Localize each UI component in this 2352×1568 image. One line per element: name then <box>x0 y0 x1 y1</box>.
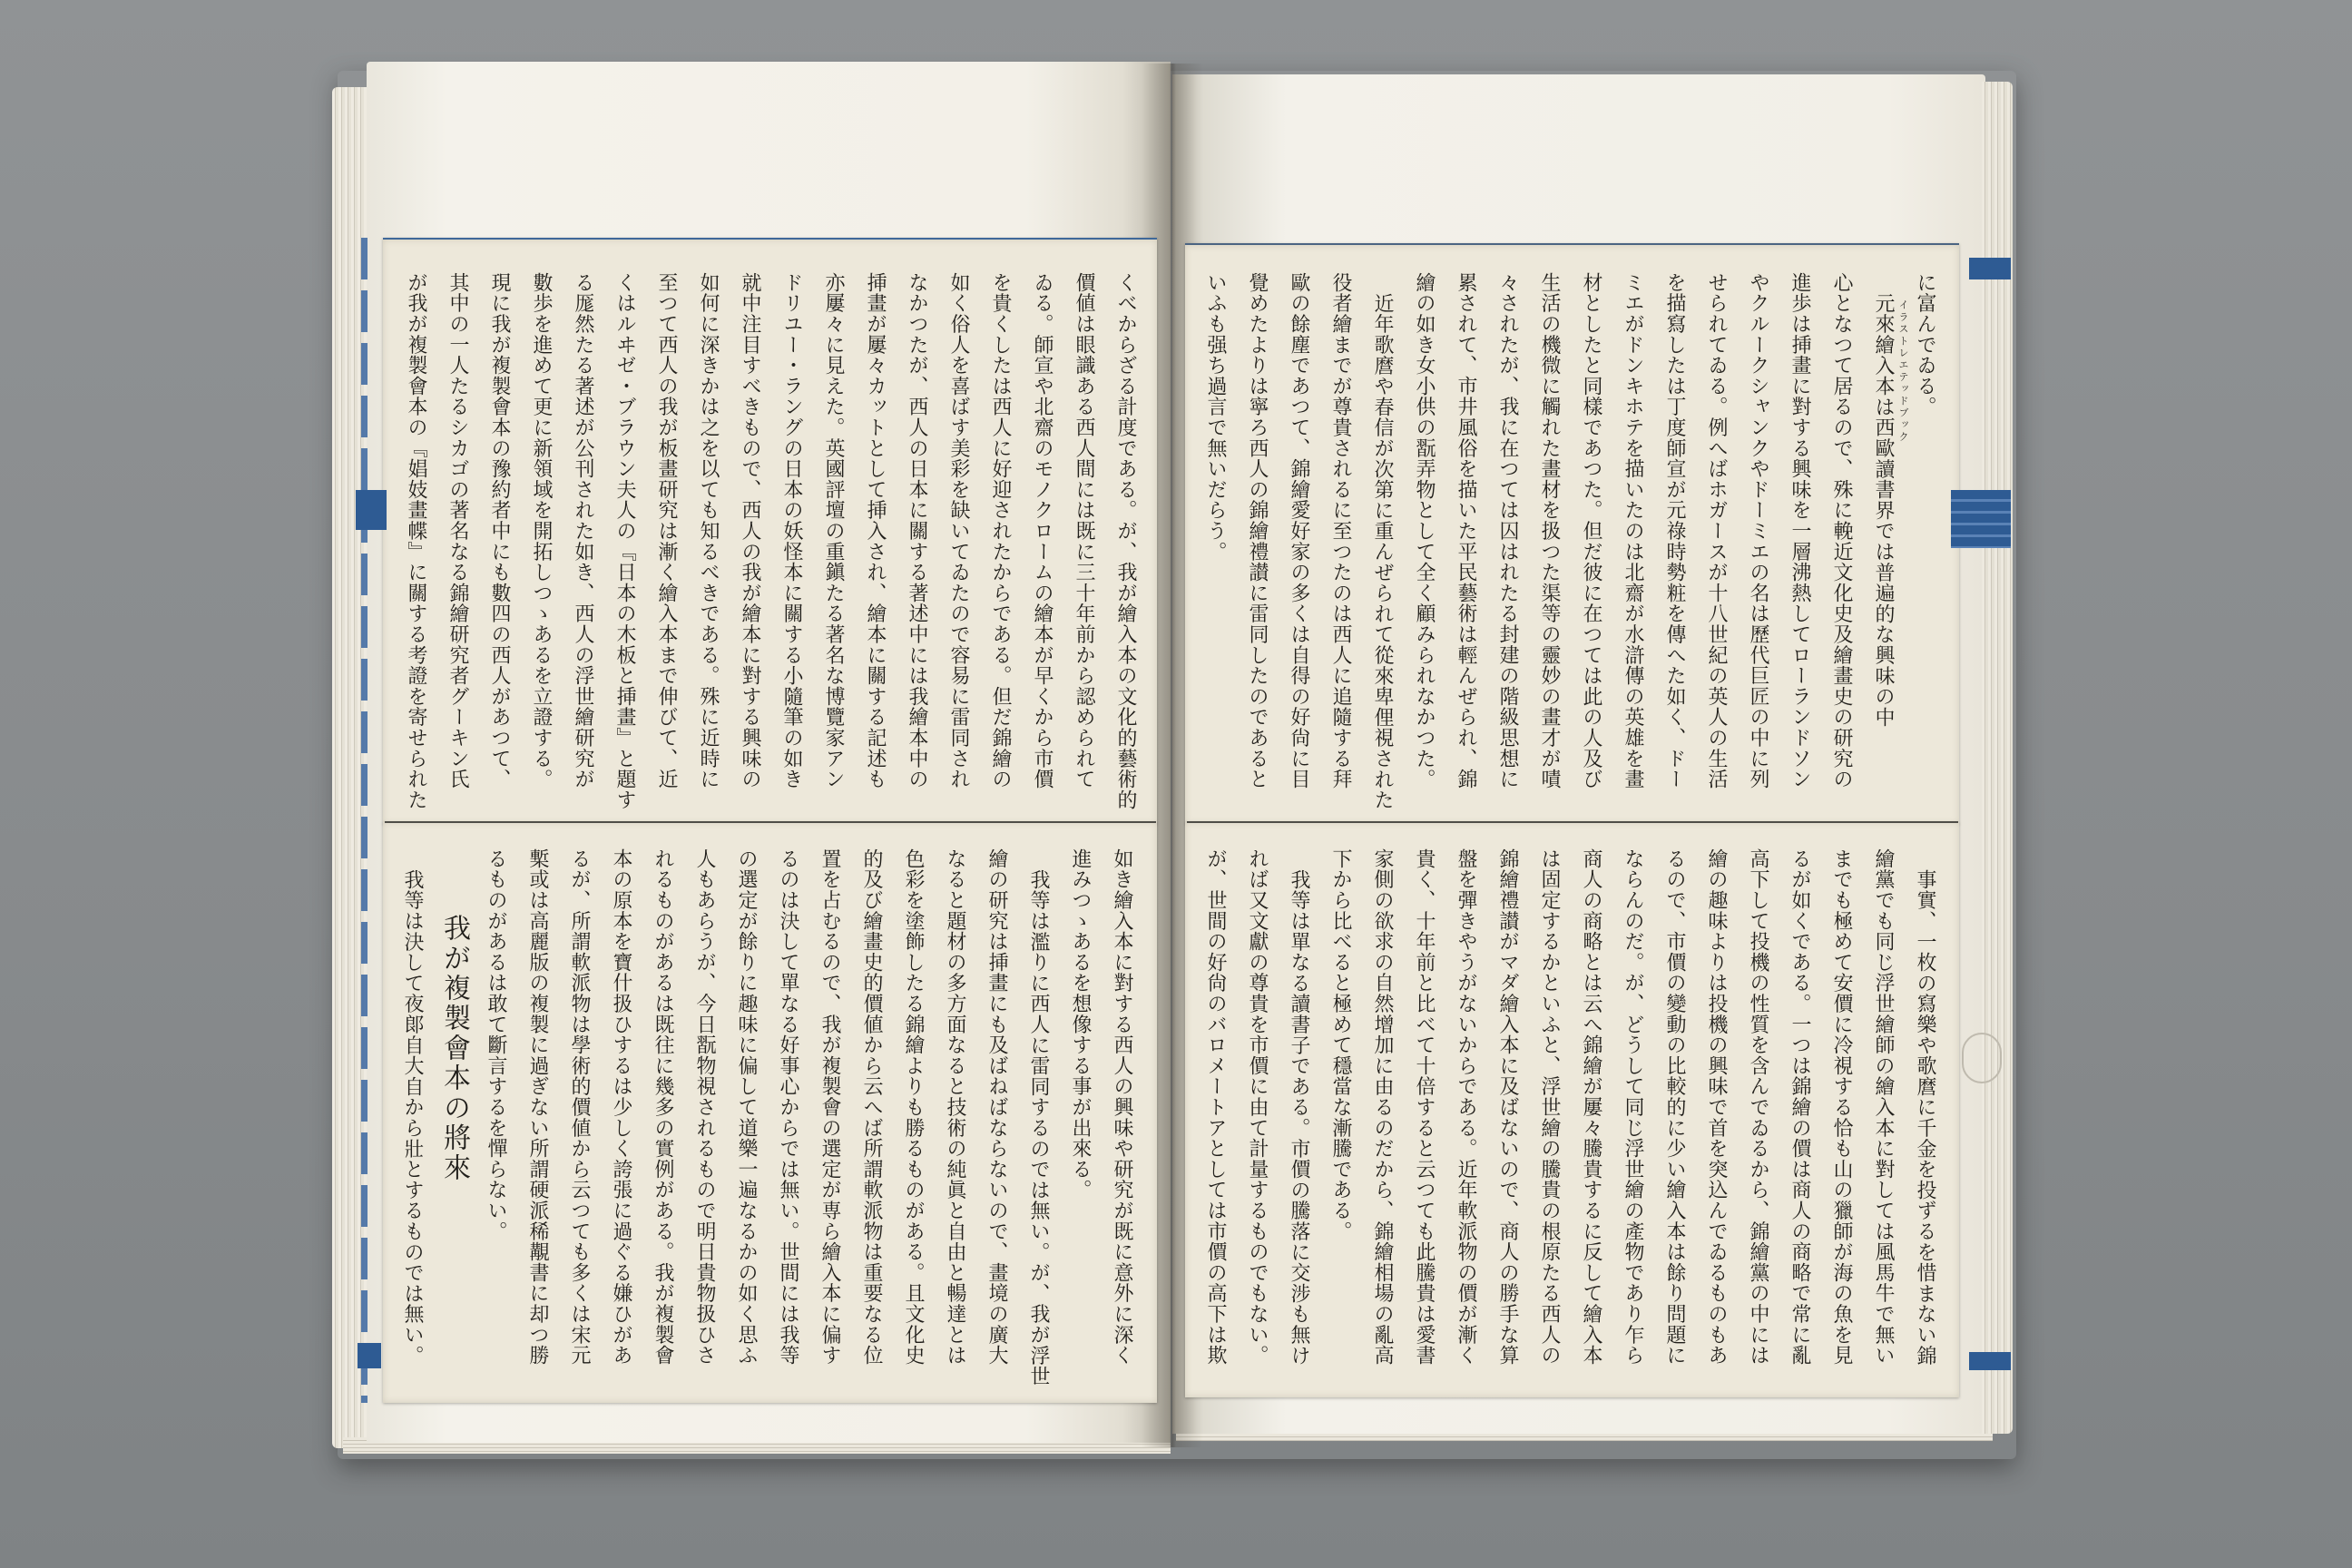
text-column: くはルヰゼ・ブラウン夫人の『日本の木板と挿畫』と題す <box>613 272 636 810</box>
text-column: せられてゐる。例へばホガースが十八世紀の英人の生活 <box>1705 272 1728 789</box>
text-column: 至つて西人の我が板畫研究は漸く繪入本まで伸びて、近 <box>655 272 678 789</box>
text-column: 役者繪までが尊貴されるに至つたのは西人に追隨する拜 <box>1329 272 1352 789</box>
text-column: 挿畫が屢々カットとして挿入され、繪本に關する記述も <box>864 272 887 789</box>
text-column: 繪の趣味よりは投機の興味で首を突込んでゐるものもあ <box>1705 848 1728 1366</box>
text-column: 其中の一人たるシカゴの著名なる錦繪研究者グーキン氏 <box>446 272 469 789</box>
text-column: るのは決して單なる好事心からでは無い。世間には我等 <box>777 848 799 1366</box>
text-column: るものがあるは敢て斷言するを憚らない。 <box>485 848 507 1242</box>
text-column: 歐の餘塵であつて、錦繪愛好家の多くは自得の好尙に目 <box>1288 272 1310 789</box>
text-column: 如き繪入本に對する西人の興味や研究が既に意外に深く <box>1111 848 1133 1366</box>
text-column: が、世間の好尙のバロメートアとしては市價の高下は欺 <box>1204 848 1227 1366</box>
text-column: なかつたが、西人の日本に關する著述中には我繪本中の <box>906 272 928 789</box>
text-column: いふも强ち過言で無いだらう。 <box>1204 272 1227 563</box>
text-column: 如く俗人を喜ばす美彩を缺いてゐたので容易に雷同され <box>947 272 970 789</box>
text-column: までも極めて安價に冷視する恰も山の獵師が海の魚を見 <box>1830 848 1853 1366</box>
text-column: るので、市價の變動の比較的に少い繪入本は餘り問題に <box>1663 848 1686 1366</box>
text-column: に富んでゐる。 <box>1914 272 1936 417</box>
text-column: れるものがあるは既往に幾多の實例がある。我が複製會 <box>652 848 674 1366</box>
text-column: 我等は單なる讀書子である。市價の騰落に交涉も無け <box>1288 869 1310 1367</box>
blue-edge-mark <box>1969 1352 2011 1370</box>
text-column: 進みつゝあるを想像する事が出來る。 <box>1069 848 1092 1200</box>
text-column: やクルークシャンクやドーミエの名は歷代巨匠の中に列 <box>1747 272 1769 789</box>
text-column: ミエがドンキホテを描いたのは北齋が水滸傳の英雄を畫 <box>1622 272 1644 789</box>
text-column: 覺めたよりは寧ろ西人の錦繪禮讃に雷同したのであると <box>1246 272 1269 789</box>
text-column: 商人の商略とは云へ錦繪が屢々騰貴するに反して繪入本 <box>1580 848 1602 1366</box>
text-column: 繪の研究は挿畫にも及ばねばならないので、畫境の廣大 <box>985 848 1008 1366</box>
left-lower-text-block <box>391 848 1142 1393</box>
text-column: 現に我が複製會本の豫約者中にも數四の西人があつて、 <box>488 272 511 789</box>
text-column: るが如くである。一つは錦繪の價は商人の商略で常に亂 <box>1788 848 1811 1366</box>
page-tab-loop <box>1962 1033 2002 1083</box>
text-column: くべからざる計度である。が、我が繪入本の文化的藝術的 <box>1114 272 1137 810</box>
text-column: 家側の欲求の自然增加に由るのだから、錦繪相場の亂高 <box>1371 848 1394 1366</box>
right-lower-text-block <box>1194 848 1945 1393</box>
text-column: の選定が餘りに趣味に偏して道樂一遍なるかの如く思ふ <box>735 848 758 1366</box>
ruby-annotation: イラストレエテッドブック <box>1897 299 1909 444</box>
text-column: 近年歌麿や春信が次第に重んぜられて從來卑俚視された <box>1371 293 1394 810</box>
text-column: 置を占むるので、我が複製會の選定が専ら繪入本に偏す <box>818 848 841 1366</box>
right-page-stack <box>1982 82 2013 1434</box>
text-column: なると題材の多方面なると技術の純眞と自由と暢達とは <box>944 848 966 1366</box>
text-column: 事實、一枚の寫樂や歌麿に千金を投ずるを惜まない錦 <box>1914 869 1936 1367</box>
text-column: 繪黨でも同じ浮世繪師の繪入本に對しては風馬牛で無い <box>1872 848 1895 1366</box>
text-column: 生活の機微に觸れた畫材を扱つた渠等の靈妙の畫才が嘖 <box>1538 272 1561 789</box>
text-column: 的及び繪畫史的價値から云へば所謂軟派物は重要なる位 <box>860 848 883 1366</box>
text-column: 價値は眼識ある西人間には既に三十年前から認められて <box>1073 272 1095 789</box>
text-column: 就中注目すべきもので、西人の我が繪本に對する興味の <box>739 272 761 789</box>
text-column: 人もあらうが、今日翫物視されるもので明日貴物扱ひさ <box>693 848 716 1366</box>
text-column: 心となつて居るので、殊に輓近文化史及繪畫史の研究の <box>1830 272 1853 789</box>
blue-edge-mark <box>1969 258 2011 279</box>
left-upper-text-block <box>395 272 1146 817</box>
blue-edge-strip <box>361 238 368 1403</box>
text-column: 下から比べると極めて穩當な漸騰である。 <box>1329 848 1352 1242</box>
right-upper-text-block <box>1194 272 1945 817</box>
blue-edge-mark <box>1951 490 2011 548</box>
text-column: 我等は決して夜郞自大自から壯とするものでは無い。 <box>401 869 424 1367</box>
section-heading: 我が複製會本の將來 <box>438 914 470 1183</box>
text-column: 亦屢々に見えた。英國評壇の重鎭たる著名な博覽家アン <box>822 272 845 789</box>
text-column: ゐる。師宣や北齋のモノクロームの繪本が早くから市價 <box>1031 272 1054 789</box>
text-column: 材としたと同樣であつた。但だ彼に在つては此の人及び <box>1580 272 1602 789</box>
text-column: 進歩は挿畫に對する興味を一層沸熱してローランドソン <box>1788 272 1811 789</box>
text-column: が我が複製會本の『娼妓畫幉』に關する考證を寄せられた <box>405 272 427 810</box>
text-column: ドリユー・ラングの日本の妖怪本に關する小隨筆の如き <box>780 272 803 789</box>
sheet-divider-left <box>385 821 1156 823</box>
text-column: れば又文獻の尊貴を市價に由て計量するものでもない。 <box>1246 848 1269 1366</box>
text-column: るが、所謂軟派物は學術的價値から云つても多くは宋元 <box>568 848 591 1366</box>
text-column: 色彩を塗飾したる錦繪よりも勝るものがある。且文化史 <box>902 848 925 1366</box>
text-column: 數歩を進めて更に新領域を開拓しつゝあるを立證する。 <box>530 272 553 789</box>
text-column: 盤を彈きやうがないからである。近年軟派物の價が漸く <box>1455 848 1477 1366</box>
text-column: 貴く、十年前と比べて十倍すると云つても此騰貴は愛書 <box>1413 848 1436 1366</box>
text-column: 如何に深きかは之を以ても知るべきである。殊に近時に <box>697 272 720 789</box>
text-column: 錦繪禮讃がマダ繪入本に及ばないので、商人の勝手な算 <box>1496 848 1519 1366</box>
text-column: 々されたが、我に在つては囚はれたる封建の階級思想に <box>1496 272 1519 789</box>
text-column: 高下して投機の性質を含んでゐるから、錦繪黨の中には <box>1747 848 1769 1366</box>
text-column: 槧或は高麗版の複製に過ぎない所謂硬派稀覯書に却つ勝 <box>526 848 549 1366</box>
text-column: は固定するかといふと、浮世繪の騰貴の根原たる西人の <box>1538 848 1561 1366</box>
text-column: 累されて、市井風俗を描いた平民藝術は輕んぜられ、錦 <box>1455 272 1477 789</box>
text-column: る厖然たる著述が公刊された如き、西人の浮世繪研究が <box>572 272 594 789</box>
blue-edge-mark <box>356 490 387 530</box>
text-column: ならんのだ。が、どうして同じ浮世繪の產物であり乍ら <box>1622 848 1644 1366</box>
blue-edge-mark <box>358 1343 381 1368</box>
text-column: 本の原本を寶什扱ひするは少しく誇張に過ぐる嫌ひがあ <box>610 848 632 1366</box>
text-column: 繪の如き女小供の翫弄物として全く顧みられなかつた。 <box>1413 272 1436 789</box>
sheet-divider-right <box>1187 821 1958 823</box>
text-column: を描寫したは丁度師宣が元祿時勢粧を傳へた如く、ドー <box>1663 272 1686 789</box>
text-column: 元來繪入本は西歐讀書界では普遍的な興味の中 <box>1872 293 1895 728</box>
text-column: を貴くしたは西人に好迎されたからである。但だ錦繪の <box>989 272 1012 789</box>
text-column: 我等は濫りに西人に雷同するのでは無い。が、我が浮世 <box>1027 869 1050 1387</box>
